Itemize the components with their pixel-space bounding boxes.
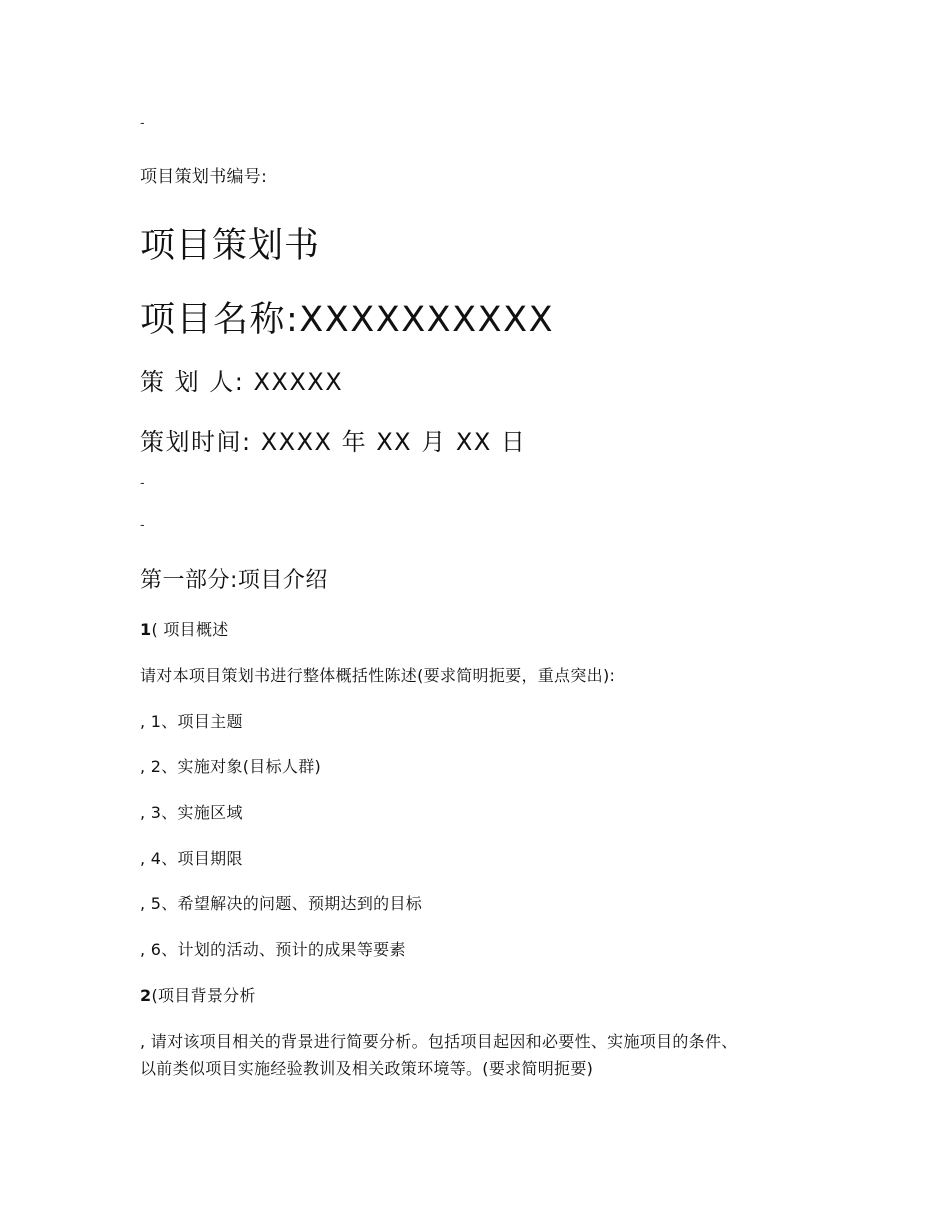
list-item: , 3、实施区域	[140, 803, 243, 822]
list-item: , 4、项目期限	[140, 849, 243, 868]
section-number: 1	[140, 620, 152, 639]
paragraph-line: 以前类似项目实施经验教训及相关政策环境等。(要求简明扼要)	[140, 1059, 594, 1078]
section-number: 2	[140, 986, 152, 1005]
list-item: , 1、项目主题	[140, 712, 243, 731]
separator-dash: -	[140, 116, 145, 131]
list-item: , 6、计划的活动、预计的成果等要素	[140, 940, 406, 959]
separator-dash: -	[140, 476, 145, 491]
separator-dash: -	[140, 518, 145, 533]
list-item: , 5、希望解决的问题、预期达到的目标	[140, 894, 423, 913]
section-heading	[140, 983, 256, 1006]
section-title: ( 项目概述	[151, 620, 229, 639]
doc-number-label: 项目策划书编号:	[140, 167, 268, 187]
plan-time: 策划时间: XXXX 年 XX 月 XX 日	[140, 428, 527, 456]
paragraph-line: , 请对该项目相关的背景进行简要分析。包括项目起因和必要性、实施项目的条件、	[140, 1032, 738, 1051]
section-instruction: 请对本项目策划书进行整体概括性陈述(要求简明扼要，重点突出):	[140, 666, 616, 685]
section-heading	[140, 617, 229, 640]
project-name: 项目名称:XXXXXXXXXX	[140, 300, 555, 340]
part-heading: 第一部分:项目介绍	[140, 568, 328, 593]
planner: 策 划 人: XXXXX	[140, 368, 344, 396]
list-item: , 2、实施对象(目标人群)	[140, 757, 322, 776]
document-title: 项目策划书	[140, 226, 321, 266]
section-title: (项目背景分析	[151, 986, 256, 1005]
